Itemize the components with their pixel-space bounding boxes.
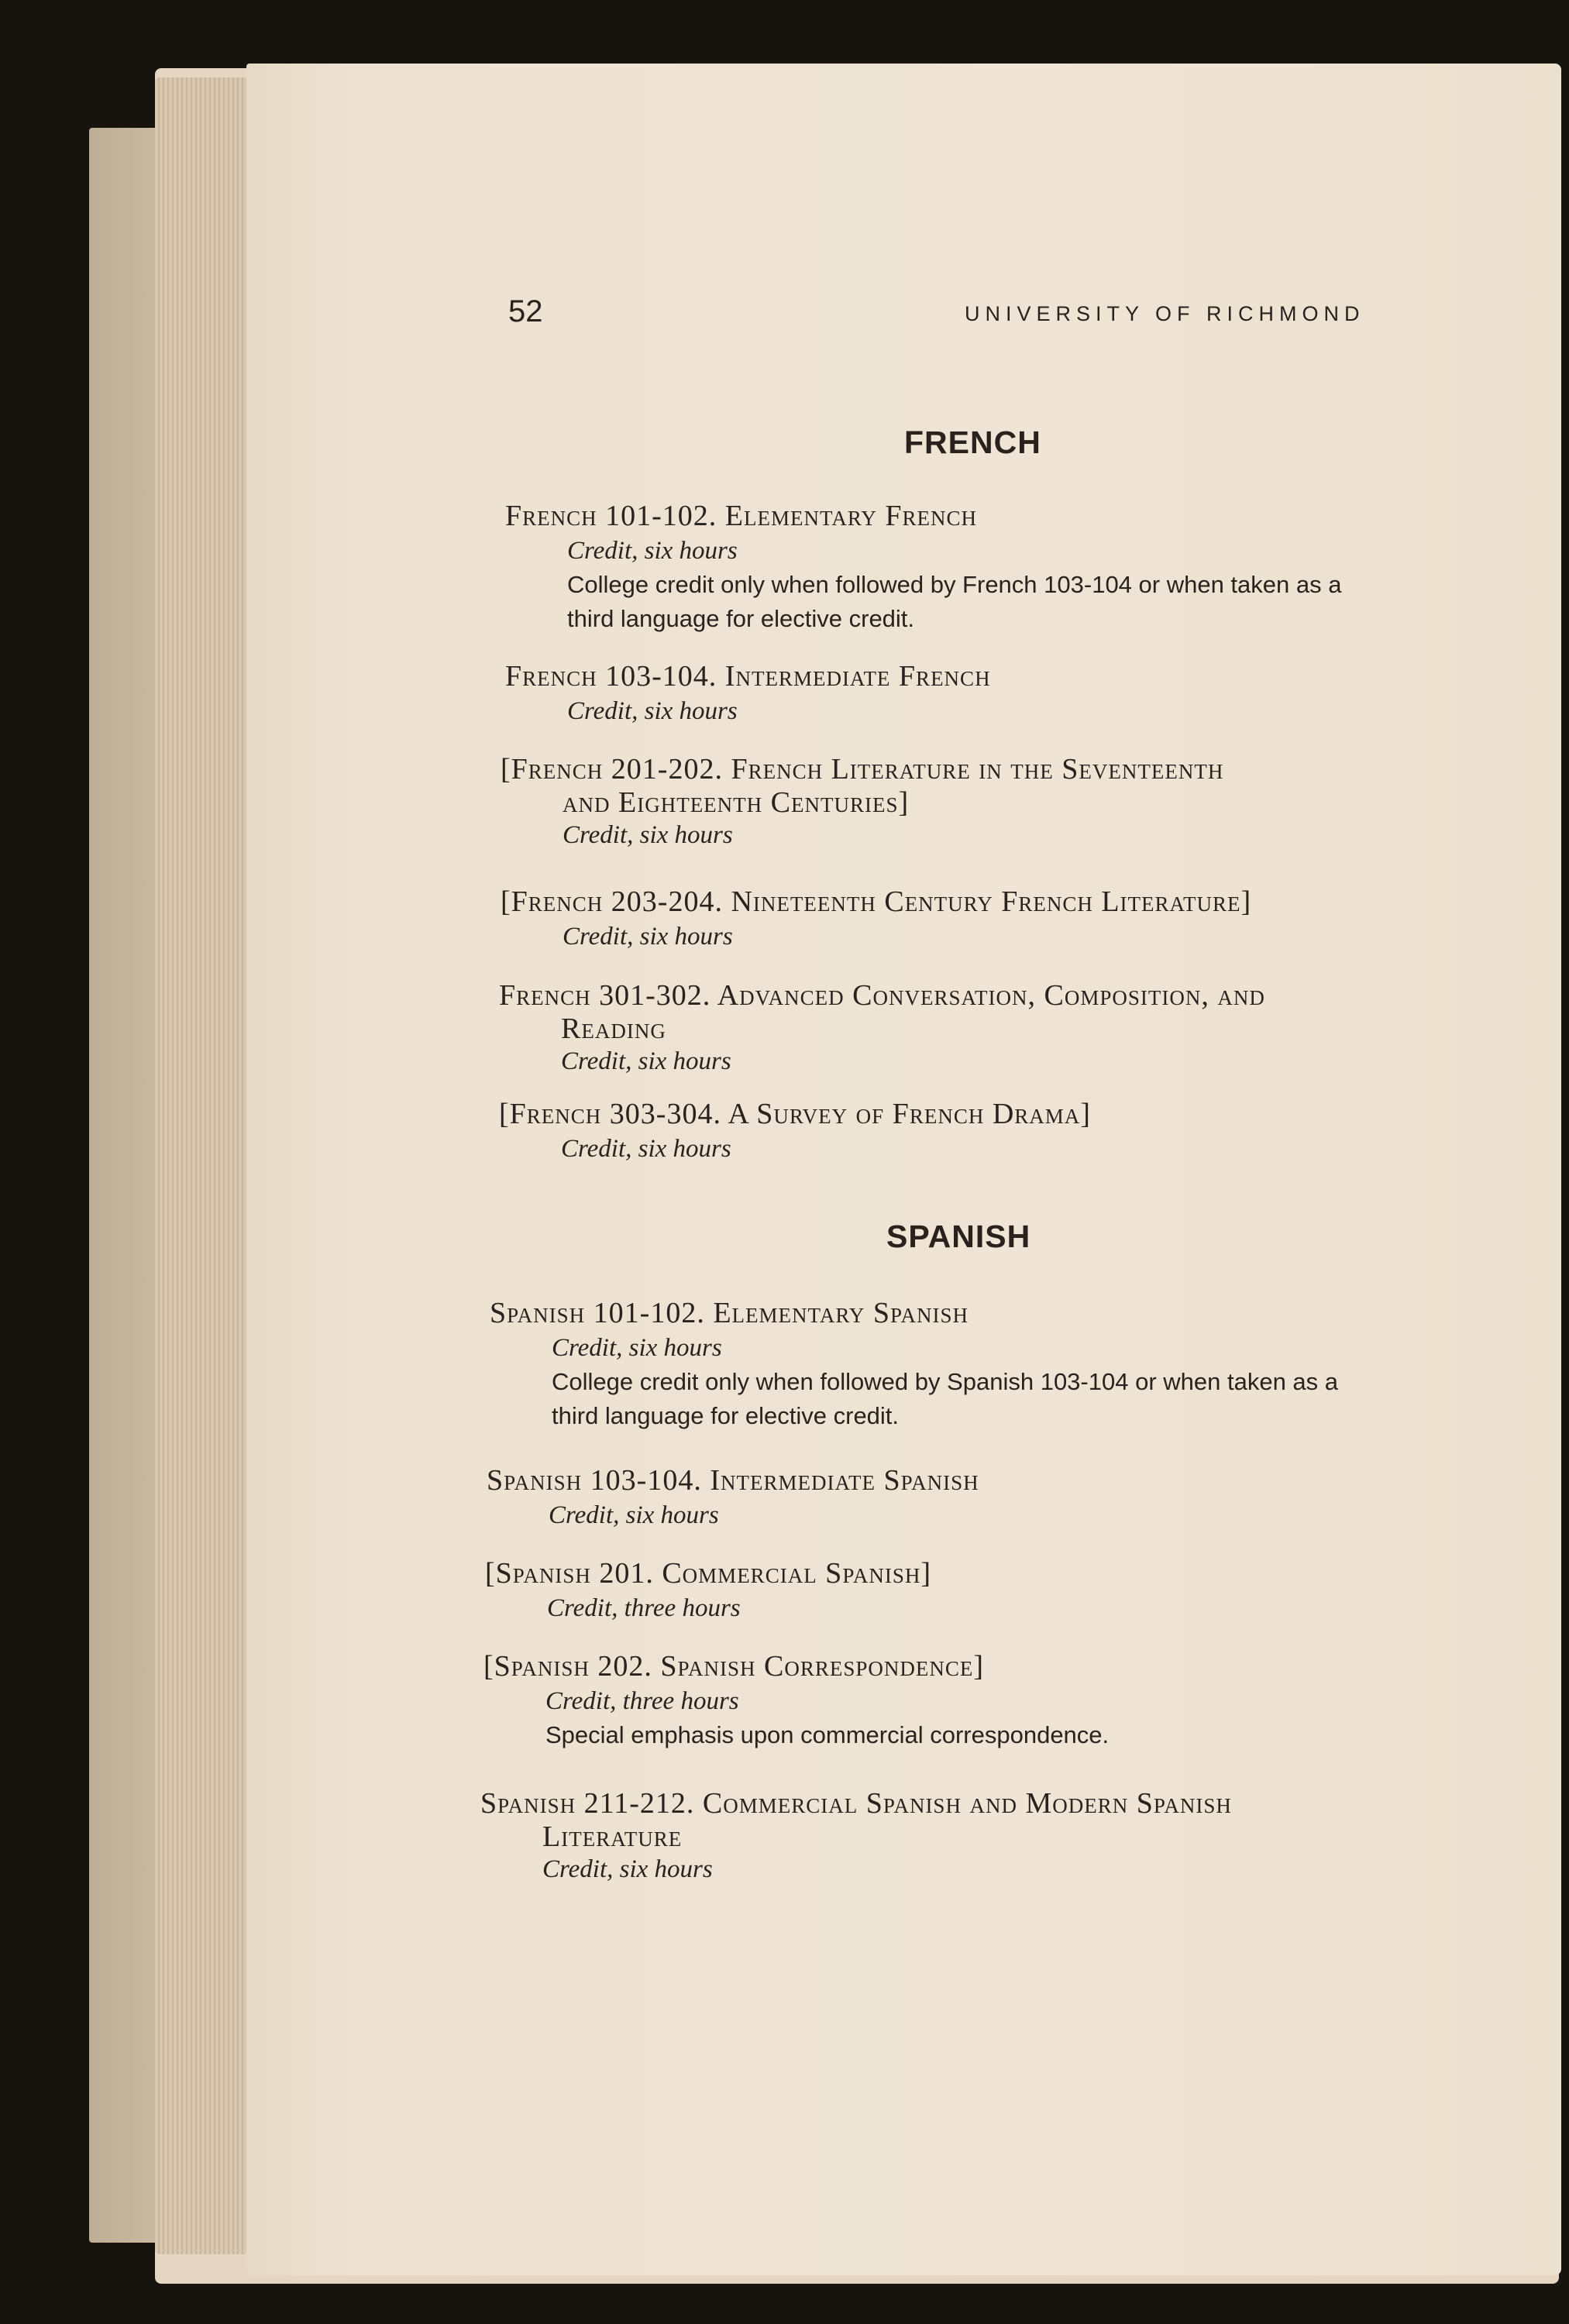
course-entry (485, 1556, 931, 1625)
course-credit: Credit, six hours (552, 1334, 722, 1362)
course-credit: Credit, six hours (549, 1501, 719, 1529)
page-sheet (246, 64, 1561, 2275)
course-credit: Credit, six hours (567, 537, 738, 565)
section-title-french: FRENCH (904, 425, 1041, 460)
course-title: [French 303-304. A Survey of French Drama] (499, 1098, 1091, 1130)
course-title: [French 201-202. French Literature in the Seventeenth (501, 753, 1224, 786)
course-entry (499, 1096, 1091, 1166)
course-credit: Credit, three hours (545, 1687, 739, 1715)
course-title: [Spanish 202. Spanish Correspondence] (483, 1650, 985, 1683)
course-title-continued: Literature (542, 1820, 683, 1853)
course-credit: Credit, six hours (567, 697, 738, 725)
course-title: French 103-104. Intermediate French (505, 660, 991, 693)
course-title: Spanish 211-212. Commercial Spanish and Modern Spanish (480, 1787, 1232, 1820)
course-entry (483, 1648, 1109, 1752)
course-note: College credit only when followed by Spanish 103-104 or when taken as a (552, 1368, 1339, 1395)
course-entry (487, 1463, 979, 1532)
course-title-continued: and Eighteenth Centuries] (563, 786, 910, 819)
course-entry (490, 1295, 1338, 1433)
course-title: French 101-102. Elementary French (505, 500, 977, 532)
course-note: College credit only when followed by French 103-104 or when taken as a (567, 571, 1342, 598)
course-title-continued: Reading (561, 1012, 666, 1045)
course-note: Special emphasis upon commercial correspondence. (545, 1721, 1110, 1748)
course-credit: Credit, six hours (563, 923, 733, 951)
course-title: French 301-302. Advanced Conversation, Composition, and (499, 979, 1265, 1012)
course-title: [French 203-204. Nineteenth Century French Literature] (501, 885, 1252, 918)
course-credit: Credit, six hours (563, 821, 733, 849)
course-title: Spanish 103-104. Intermediate Spanish (487, 1464, 979, 1497)
course-note: third language for elective credit. (567, 605, 915, 632)
page-number: 52 (508, 294, 543, 328)
course-entry (480, 1786, 1232, 1886)
course-entry (505, 498, 1341, 636)
course-title: [Spanish 201. Commercial Spanish] (485, 1557, 932, 1590)
page-header (0, 294, 1569, 341)
course-credit: Credit, six hours (561, 1135, 731, 1163)
course-entry (501, 884, 1251, 954)
section-title-spanish: SPANISH (886, 1219, 1031, 1254)
course-credit: Credit, six hours (561, 1047, 731, 1075)
course-entry (499, 978, 1265, 1078)
course-credit: Credit, six hours (542, 1855, 713, 1883)
running-head: UNIVERSITY OF RICHMOND (965, 302, 1365, 325)
page-edges (155, 77, 254, 2254)
course-credit: Credit, three hours (547, 1594, 741, 1622)
course-entry (501, 751, 1223, 852)
course-note: third language for elective credit. (552, 1402, 900, 1429)
course-title: Spanish 101-102. Elementary Spanish (490, 1297, 969, 1329)
course-entry (505, 658, 991, 728)
